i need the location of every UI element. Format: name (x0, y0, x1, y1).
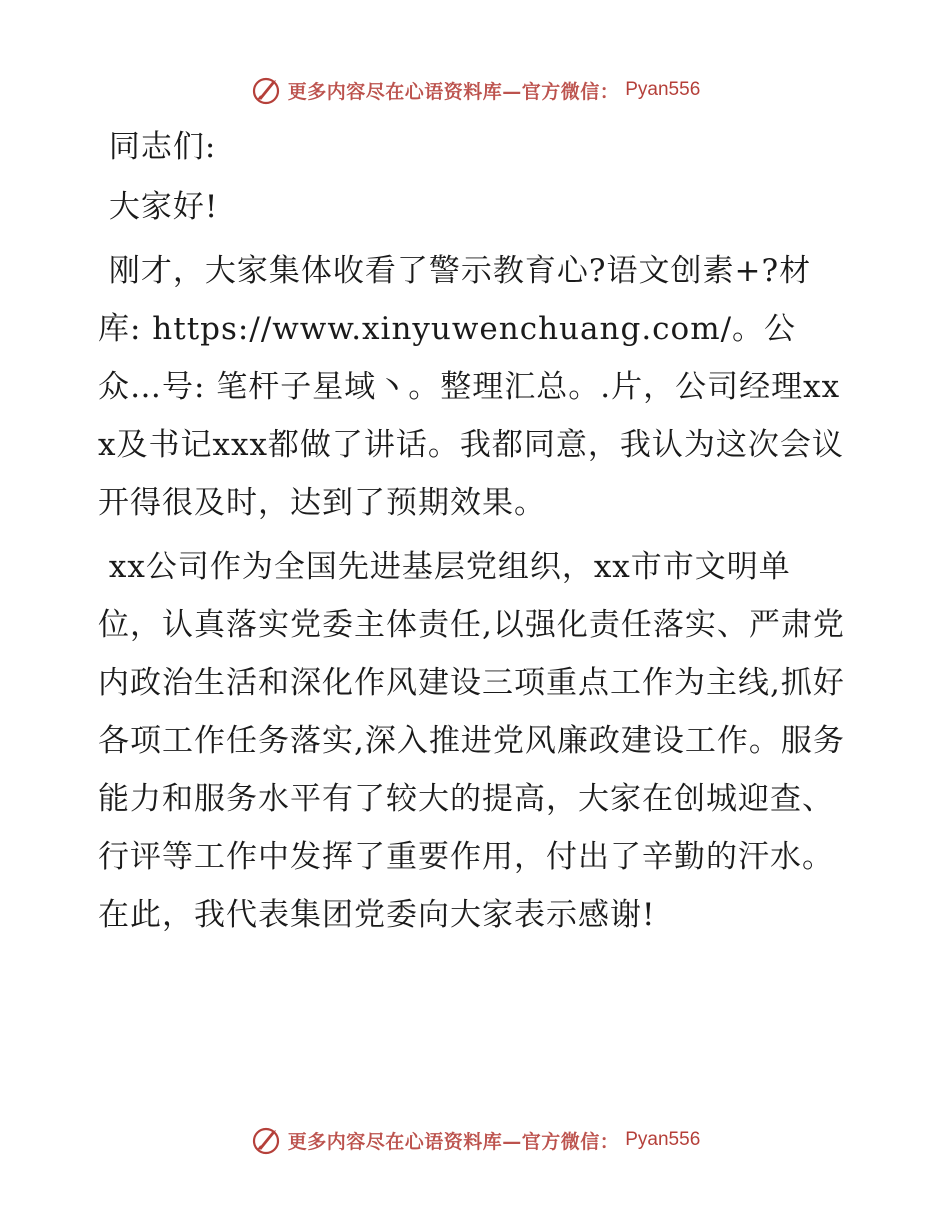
greeting: 大家好! (98, 189, 219, 225)
quill-pen-logo-icon (250, 1124, 282, 1156)
footer-brand-text: 更多内容尽在心语资料库—官方微信： (287, 1130, 620, 1153)
header-banner (0, 70, 950, 110)
header-wechat-id: Pyan556 (625, 79, 701, 100)
footer-banner (0, 1120, 950, 1160)
paragraph-2: xx公司作为全国先进基层党组织，xx市市文明单位，认真落实党委主体责任,以强化责任落实、严肃党内政治生活和深化作风建设三项重点工作为主线,抓好各项工作任务落实,深入推进党风廉政建设工作。服务能力和服务水平有了较大的提高，大家在创城迎查、行评等工作中发挥了重要作用，付出了辛勤的汗水。在此，我代表集团党委向大家表示感谢! (98, 549, 845, 933)
paragraph-1: 刚才，大家集体收看了警示教育心?语文创素+?材库: https://www.xinyuwenchuang.com/。公众…号: 笔杆子星域丶。整理汇总。.片，公司经理xxx及书记xxx都做了讲话。我都同意，我认为这次会议开得很及时，达到了预期效果。 (98, 253, 844, 521)
quill-pen-logo-icon (250, 74, 282, 106)
salutation: 同志们: (98, 129, 217, 165)
document-body (98, 118, 850, 944)
header-brand-text: 更多内容尽在心语资料库—官方微信： (287, 80, 620, 103)
footer-wechat-id: Pyan556 (625, 1129, 701, 1150)
